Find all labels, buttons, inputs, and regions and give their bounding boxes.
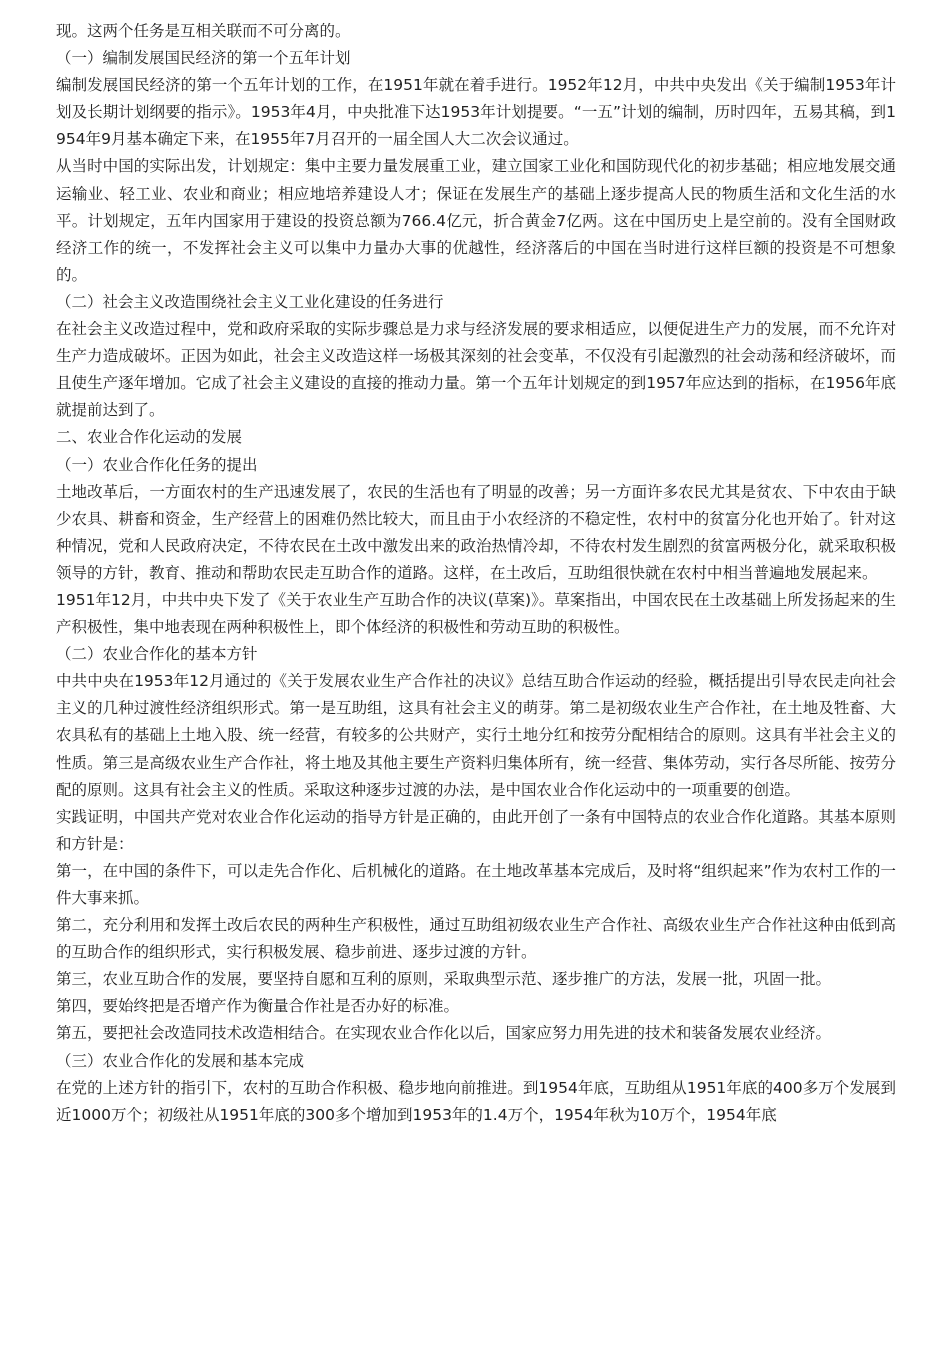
- paragraph: 在社会主义改造过程中，党和政府采取的实际步骤总是力求与经济发展的要求相适应，以便促进生产力的发展，而不允许对生产力造成破坏。正因为如此，社会主义改造这样一场极其深刻的社会变革，不仅没有引起激烈的社会动荡和经济破坏，而且使生产逐年增加。它成了社会主义建设的直接的推动力量。第一个五年计划规定的到1957年应达到的指标，在1956年底就提前达到了。: [56, 320, 896, 420]
- paragraph: 中共中央在1953年12月通过的《关于发展农业生产合作社的决议》总结互助合作运动的经验，概括提出引导农民走向社会主义的几种过渡性经济组织形式。第一是互助组，这具有社会主义的萌芽。第二是初级农业生产合作社，在土地及牲畜、大农具私有的基础上土地入股、统一经营，有较多的公共财产，实行土地分红和按劳分配相结合的原则。这具有半社会主义的性质。第三是高级农业生产合作社，将土地及其他主要生产资料归集体所有，统一经营、集体劳动，实行各尽所能、按劳分配的原则。这具有社会主义的性质。采取这种逐步过渡的办法，是中国农业合作化运动中的一项重要的创造。: [56, 672, 896, 799]
- list-item-4: 第四，要始终把是否增产作为衡量合作社是否办好的标准。: [56, 997, 460, 1016]
- list-item-5: 第五，要把社会改造同技术改造相结合。在实现农业合作化以后，国家应努力用先进的技术和装备发展农业经济。: [56, 1024, 832, 1043]
- list-item-1: 第一，在中国的条件下，可以走先合作化、后机械化的道路。在土地改革基本完成后，及时将“组织起来”作为农村工作的一件大事来抓。: [56, 861, 896, 907]
- section-heading-4: （二）农业合作化的基本方针: [56, 645, 258, 664]
- paragraph: 在党的上述方针的指引下，农村的互助合作积极、稳步地向前推进。到1954年底，互助组从1951年底的400多万个发展到近1000万个；初级社从1951年底的300多个增加到1953年的1.4万个，1954年秋为10万个，1954年底: [56, 1078, 896, 1124]
- paragraph: 实践证明，中国共产党对农业合作化运动的指导方针是正确的，由此开创了一条有中国特点的农业合作化道路。其基本原则和方针是：: [56, 807, 896, 853]
- paragraph: 土地改革后，一方面农村的生产迅速发展了，农民的生活也有了明显的改善；另一方面许多农民尤其是贫农、下中农由于缺少农具、耕畜和资金，生产经营上的困难仍然比较大，而且由于小农经济的不稳定性，农村中的贫富分化也开始了。针对这种情况，党和人民政府决定，不待农民在土改中激发出来的政治热情冷却，不待农村发生剧烈的贫富两极分化，就采取积极领导的方针，教育、推动和帮助农民走互助合作的道路。这样，在土改后，互助组很快就在农村中相当普遍地发展起来。: [56, 482, 896, 582]
- list-item-3: 第三，农业互助合作的发展，要坚持自愿和互利的原则，采取典型示范、逐步推广的方法，发展一批，巩固一批。: [56, 970, 832, 989]
- paragraph: 从当时中国的实际出发，计划规定：集中主要力量发展重工业，建立国家工业化和国防现代化的初步基础；相应地发展交通运输业、轻工业、农业和商业；相应地培养建设人才；保证在发展生产的基础上逐步提高人民的物质生活和文化生活的水平。计划规定，五年内国家用于建设的投资总额为766.4亿元，折合黄金7亿两。这在中国历史上是空前的。没有全国财政经济工作的统一，不发挥社会主义可以集中力量办大事的优越性，经济落后的中国在当时进行这样巨额的投资是不可想象的。: [56, 157, 896, 284]
- paragraph: 1951年12月，中共中央下发了《关于农业生产互助合作的决议(草案)》。草案指出，中国农民在土改基础上所发扬起来的生产积极性，集中地表现在两种积极性上，即个体经济的积极性和劳动互助的积极性。: [56, 590, 896, 637]
- paragraph-continuation: 现。这两个任务是互相关联而不可分离的。: [56, 22, 351, 40]
- section-heading-1: （一）编制发展国民经济的第一个五年计划: [56, 49, 351, 68]
- section-heading-5: （三）农业合作化的发展和基本完成: [56, 1051, 305, 1070]
- section-heading-2: （二）社会主义改造围绕社会主义工业化建设的任务进行: [56, 292, 444, 311]
- document-body: [56, 18, 896, 1129]
- chapter-heading: 二、农业合作化运动的发展: [56, 428, 243, 447]
- list-item-2: 第二，充分利用和发挥土改后农民的两种生产积极性，通过互助组初级农业生产合作社、高级农业生产合作社这种由低到高的互助合作的组织形式，实行积极发展、稳步前进、逐步过渡的方针。: [56, 916, 896, 962]
- paragraph: 编制发展国民经济的第一个五年计划的工作，在1951年就在着手进行。1952年12月，中共中央发出《关于编制1953年计划及长期计划纲要的指示》。1953年4月，中央批准下达1953年计划提要。“一五”计划的编制，历时四年，五易其稿，到1954年9月基本确定下来，在1955年7月召开的一届全国人大二次会议通过。: [56, 76, 896, 149]
- section-heading-3: （一）农业合作化任务的提出: [56, 455, 258, 474]
